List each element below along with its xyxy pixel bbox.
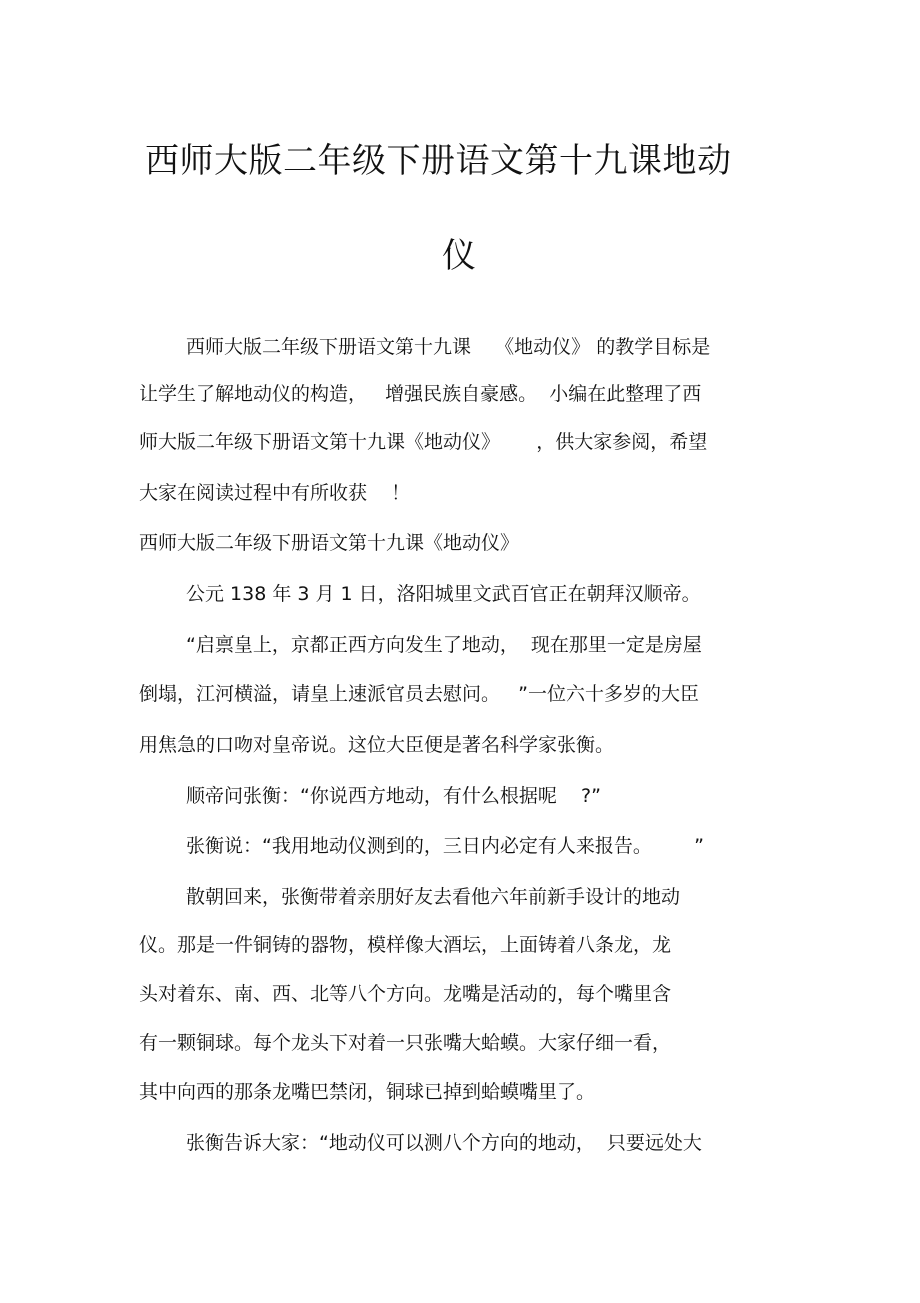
section-heading: 西师大版二年级下册语文第十九课《地动仪》 xyxy=(139,532,520,554)
body-line: 散朝回来，张衡带着亲朋好友去看他六年前新手设计的地动 xyxy=(186,886,681,908)
body-line: 用焦急的口吻对皇帝说。这位大臣便是著名科学家张衡。 xyxy=(139,734,615,756)
body-line: 大家在阅读过程中有所收获 ！ xyxy=(139,482,411,504)
body-line: 有一颗铜球。每个龙头下对着一只张嘴大蛤蟆。大家仔细一看， xyxy=(139,1032,672,1054)
body-line: 头对着东、南、西、北等八个方向。龙嘴是活动的，每个嘴里含 xyxy=(139,983,672,1005)
body-line: 其中向西的那条龙嘴巴禁闭，铜球已掉到蛤蟆嘴里了。 xyxy=(139,1081,596,1103)
body-line: 张衡说：“我用地动仪测到的，三日内必定有人来报告。 ” xyxy=(186,835,704,857)
document-title-line-2: 仪 xyxy=(442,236,476,276)
body-line: 师大版二年级下册语文第十九课《地动仪》 ，供大家参阅，希望 xyxy=(139,431,708,453)
body-line: “启禀皇上，京都正西方向发生了地动， 现在那里一定是房屋 xyxy=(186,634,702,656)
body-line: 倒塌，江河横溢，请皇上速派官员去慰问。 ”一位六十多岁的大臣 xyxy=(139,683,699,705)
body-line: 仪。那是一件铜铸的器物，模样像大酒坛，上面铸着八条龙，龙 xyxy=(139,934,672,956)
body-line: 张衡告诉大家：“地动仪可以测八个方向的地动， 只要远处大 xyxy=(186,1132,702,1154)
body-line: 公元 138 年 3 月 1 日，洛阳城里文武百官正在朝拜汉顺帝。 xyxy=(186,583,701,605)
body-line: 让学生了解地动仪的构造， 增强民族自豪感。 小编在此整理了西 xyxy=(139,383,702,405)
body-line: 顺帝问张衡：“你说西方地动，有什么根据呢 ?” xyxy=(186,785,601,807)
document-title-line-1: 西师大版二年级下册语文第十九课地动 xyxy=(145,141,732,181)
body-line: 西师大版二年级下册语文第十九课 《地动仪》 的教学目标是 xyxy=(186,336,711,358)
